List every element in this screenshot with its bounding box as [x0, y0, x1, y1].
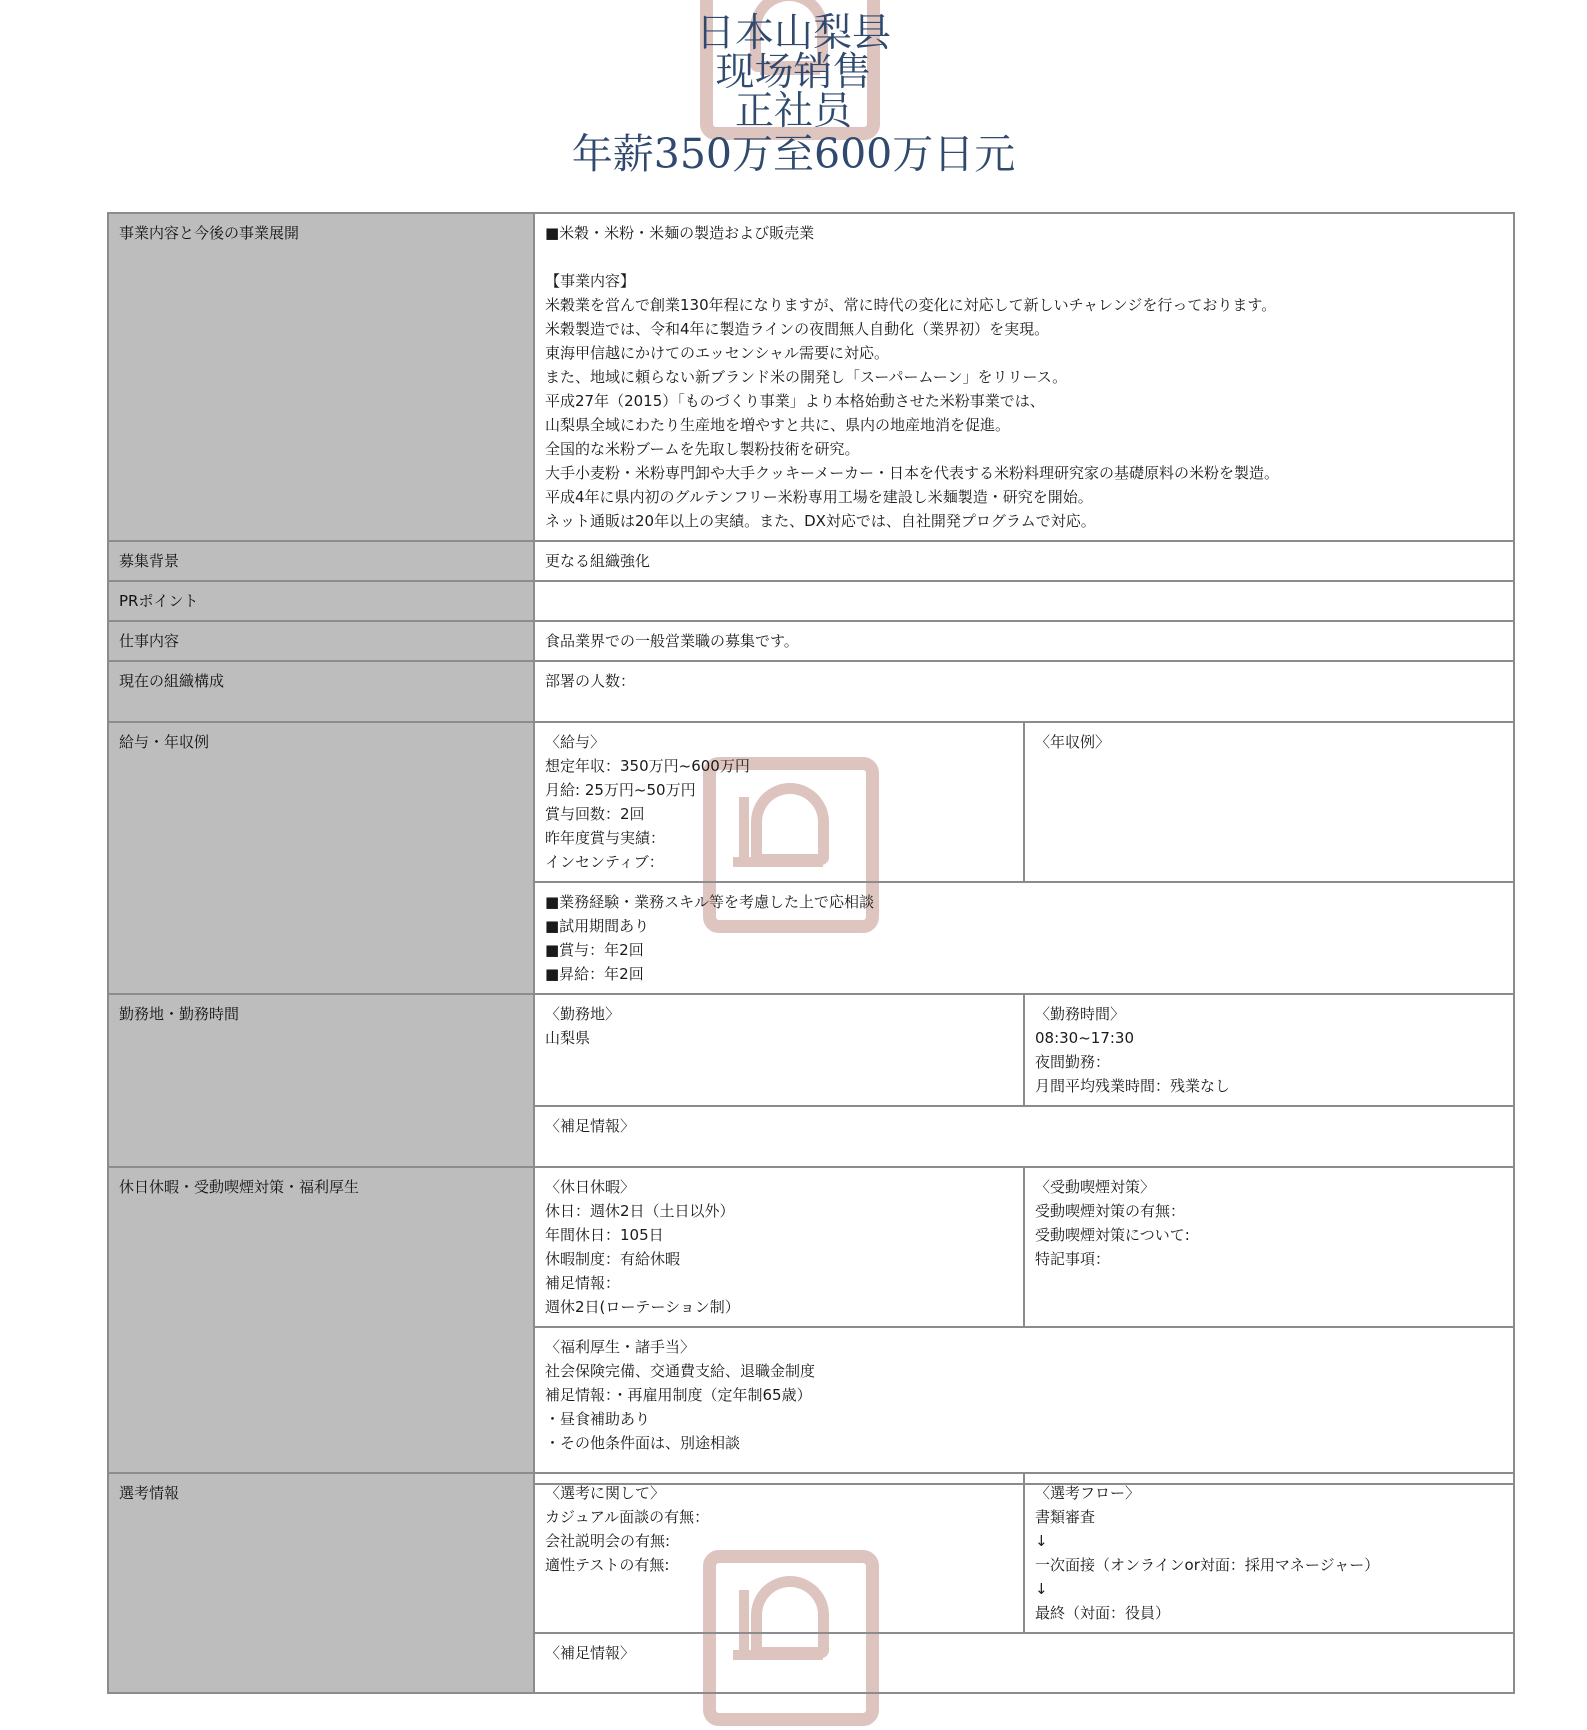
- label-salary: 給与・年収例: [108, 722, 534, 994]
- smoking-line: 受動喫煙対策の有無：: [1035, 1202, 1186, 1220]
- business-line: 山梨県全域にわたり生産地を増やすと共に、県内の地産地消を促進。: [545, 416, 1011, 434]
- salary-example-line: 〈年収例〉: [1035, 733, 1111, 751]
- salary-line: 月給: 25万円~50万円: [545, 781, 696, 799]
- header-position: 现场销售: [715, 50, 872, 95]
- work-location-line: 山梨県: [545, 1029, 591, 1047]
- row-work: [108, 994, 1514, 1106]
- business-line: 大手小麦粉・米粉専門卸や大手クッキーメーカー・日本を代表する米粉料理研究家の基礎原料の米粉を製造。: [545, 464, 1279, 482]
- selection-line: 会社説明会の有無:: [545, 1532, 671, 1550]
- row-holiday: [108, 1167, 1514, 1327]
- label-job: 仕事内容: [108, 621, 534, 661]
- label-work: 勤務地・勤務時間: [108, 994, 534, 1167]
- work-location: [534, 994, 1024, 1106]
- selection-flow-line: 〈選考フロー〉: [1035, 1484, 1141, 1502]
- selection-note-line: 〈補足情報〉: [545, 1644, 636, 1662]
- salary-line: 想定年収：350万円~600万円: [545, 757, 750, 775]
- selection-flow-line: ↓: [1035, 1532, 1048, 1550]
- selection-flow-line: 最終（対面：役員）: [1035, 1604, 1171, 1622]
- row-salary: [108, 722, 1514, 882]
- salary-notes: [534, 882, 1514, 994]
- label-org: 現在の組織構成: [108, 661, 534, 722]
- selection-flow: [1024, 1473, 1514, 1633]
- smoking-line: 〈受動喫煙対策〉: [1035, 1178, 1156, 1196]
- label-pr: PRポイント: [108, 581, 534, 621]
- work-note-line: 〈補足情報〉: [545, 1117, 636, 1135]
- selection-detail: [534, 1473, 1024, 1633]
- header-location: 日本山梨县: [695, 11, 891, 56]
- work-notes: [534, 1106, 1514, 1167]
- business-line: 米穀業を営んで創業130年程になりますが、常に時代の変化に対応して新しいチャレンジを行っております。: [545, 296, 1277, 314]
- holiday-line: 休暇制度：有給休暇: [545, 1250, 681, 1268]
- label-business: 事業内容と今後の事業展開: [108, 213, 534, 541]
- selection-flow-line: ↓: [1035, 1580, 1048, 1598]
- selection-table: [107, 1472, 1515, 1694]
- welfare-line: 〈福利厚生・諸手当〉: [545, 1338, 696, 1356]
- business-line: 平成4年に県内初のグルテンフリー米粉専用工場を建設し米麺製造・研究を開始。: [545, 488, 1093, 506]
- salary-line: インセンティブ：: [545, 853, 664, 871]
- salary-line: 〈給与〉: [545, 733, 606, 751]
- welfare-line: 社会保険完備、交通費支給、退職金制度: [545, 1362, 816, 1380]
- holiday-line: 補足情報：: [545, 1274, 621, 1292]
- page-header: [0, 11, 1587, 178]
- background-value: 更なる組織強化: [534, 541, 1514, 581]
- business-line: 平成27年（2015）「ものづくり事業」より本格始動させた米粉事業では、: [545, 392, 1045, 410]
- selection-line: 〈選考に関して〉: [545, 1484, 666, 1502]
- work-hours: [1024, 994, 1514, 1106]
- row-selection: [108, 1473, 1514, 1633]
- work-location-line: 〈勤務地〉: [545, 1005, 621, 1023]
- salary-example: [1024, 722, 1514, 882]
- business-line: 米穀製造では、令和4年に製造ラインの夜間無人自動化（業界初）を実現。: [545, 320, 1050, 338]
- salary-line: 昨年度賞与実績：: [545, 829, 666, 847]
- label-background: 募集背景: [108, 541, 534, 581]
- welfare-line: 補足情報：・再雇用制度（定年制65歳）: [545, 1386, 812, 1404]
- welfare-line: ・その他条件面は、別途相談: [545, 1434, 741, 1452]
- row-background: [108, 541, 1514, 581]
- row-org: [108, 661, 1514, 722]
- salary-note-line: ■試用期間あり: [545, 917, 650, 935]
- label-selection: 選考情報: [108, 1473, 534, 1693]
- selection-line: 適性テストの有無:: [545, 1556, 670, 1574]
- business-line: 【事業内容】: [545, 272, 636, 290]
- label-holiday: 休日休暇・受動喫煙対策・福利厚生: [108, 1167, 534, 1484]
- smoking-measures: [1024, 1167, 1514, 1327]
- holiday-line: 休日：週休2日（土日以外）: [545, 1202, 735, 1220]
- selection-notes: [534, 1633, 1514, 1693]
- row-job: [108, 621, 1514, 661]
- row-business: [108, 213, 1514, 541]
- salary-line: 賞与回数：2回: [545, 805, 645, 823]
- holiday-line: 〈休日休暇〉: [545, 1178, 636, 1196]
- row-pr: [108, 581, 1514, 621]
- salary-note-line: ■昇給：年2回: [545, 965, 644, 983]
- business-line: 全国的な米粉ブームを先取し製粉技術を研究。: [545, 440, 860, 458]
- holiday-detail: [534, 1167, 1024, 1327]
- work-hours-line: 夜間勤務：: [1035, 1053, 1111, 1071]
- business-line: 東海甲信越にかけてのエッセンシャル需要に対応。: [545, 344, 890, 362]
- holiday-line: 週休2日(ローテーション制）: [545, 1298, 740, 1316]
- selection-line: カジュアル面談の有無：: [545, 1508, 710, 1526]
- business-line: ■米穀・米粉・米麺の製造および販売業: [545, 224, 815, 242]
- business-line: [545, 245, 1503, 269]
- business-content: [534, 213, 1514, 541]
- salary-detail: [534, 722, 1024, 882]
- smoking-line: 特記事項：: [1035, 1250, 1111, 1268]
- work-hours-line: 08:30~17:30: [1035, 1029, 1135, 1047]
- header-employment-type: 正社员: [734, 89, 852, 134]
- work-hours-line: 月間平均残業時間：残業なし: [1035, 1077, 1231, 1095]
- header-salary: 年薪350万至600万日元: [571, 130, 1016, 178]
- selection-flow-line: 書類審査: [1035, 1508, 1096, 1526]
- smoking-line: 受動喫煙対策について:: [1035, 1226, 1190, 1244]
- business-line: ネット通販は20年以上の実績。また、DX対応では、自社開発プログラムで対応。: [545, 512, 1096, 530]
- work-hours-line: 〈勤務時間〉: [1035, 1005, 1126, 1023]
- org-value: 部署の人数：: [534, 661, 1514, 722]
- job-details-table: [107, 212, 1515, 1485]
- holiday-line: 年間休日：105日: [545, 1226, 664, 1244]
- welfare-detail: [534, 1327, 1514, 1484]
- selection-flow-line: 一次面接（オンラインor対面：採用マネージャー）: [1035, 1556, 1380, 1574]
- job-value: 食品業界での一般営業職の募集です。: [534, 621, 1514, 661]
- welfare-line: ・昼食補助あり: [545, 1410, 651, 1428]
- pr-value: [534, 581, 1514, 621]
- salary-note-line: ■業務経験・業務スキル等を考慮した上で応相談: [545, 893, 875, 911]
- salary-note-line: ■賞与：年2回: [545, 941, 644, 959]
- business-line: また、地域に頼らない新ブランド米の開発し「スーパームーン」をリリース。: [545, 368, 1068, 386]
